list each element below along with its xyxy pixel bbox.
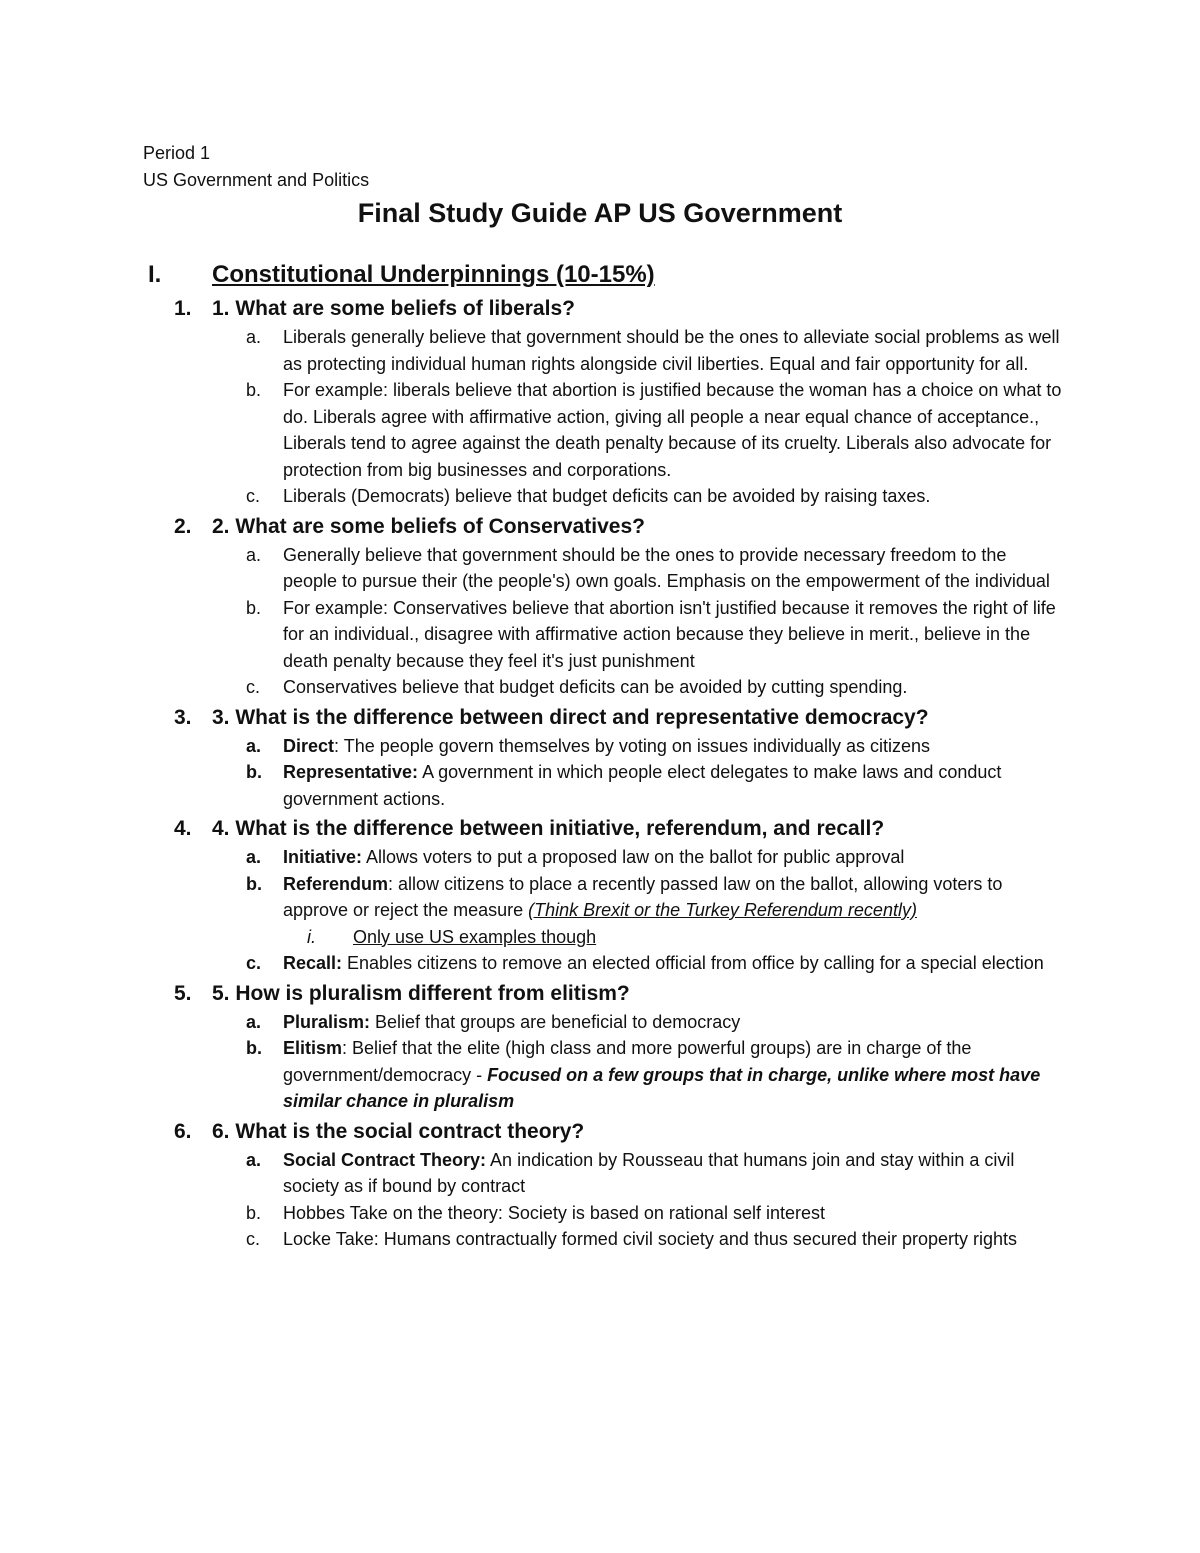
item-text: Locke Take: Humans contractually formed civil society and thus secured their property rights <box>283 1229 1018 1249</box>
item-text: For example: liberals believe that abortion is justified because the woman has a choice on what to do. Liberals agree with affirmative action, giving all people a near equal chance of acceptance., Liberals tend to agree against the death penalty because of its cruelty. Liberals also advocate for protection from big businesses and corporations. <box>283 380 1062 480</box>
item-text: Liberals generally believe that government should be the ones to alleviate social problems as well as protecting individual human rights alongside civil liberties. Equal and fair opportunity for all. <box>283 327 1060 374</box>
item-term: Direct <box>283 735 335 756</box>
item-marker: b. <box>246 380 262 400</box>
list-item <box>0 871 1063 924</box>
sub-item <box>0 924 1200 951</box>
question-number: 3. <box>174 705 192 729</box>
list-item <box>0 759 1063 812</box>
course-label: US Government and Politics <box>143 170 370 190</box>
list-item <box>0 377 1063 483</box>
item-text: Enables citizens to remove an elected official from office by calling for a special election <box>342 953 1044 973</box>
question-heading <box>0 294 1200 324</box>
item-marker: c. <box>246 486 261 506</box>
question-number: 2. <box>174 514 192 538</box>
sub-item-marker: i. <box>307 926 316 947</box>
item-marker: b. <box>246 597 262 618</box>
item-text: Liberals (Democrats) believe that budget deficits can be avoided by raising taxes. <box>283 486 931 506</box>
question-heading <box>0 512 1200 542</box>
question-text: 6. What is the social contract theory? <box>212 1119 585 1143</box>
item-marker: c. <box>246 677 261 697</box>
list-item <box>0 1035 1063 1115</box>
question-number: 5. <box>174 981 192 1005</box>
list-item <box>0 674 1063 701</box>
item-marker: a. <box>246 1011 262 1032</box>
list-item <box>0 483 1063 510</box>
question-text: 4. What is the difference between initiative, referendum, and recall? <box>212 817 885 840</box>
item-term: Recall: <box>283 953 343 973</box>
period-label: Period 1 <box>143 143 211 163</box>
list-item <box>0 950 1063 977</box>
item-term: Pluralism: <box>283 1011 371 1032</box>
question-text: 2. What are some beliefs of Conservatives? <box>212 514 645 538</box>
list-item <box>0 733 1063 760</box>
question-heading <box>0 1117 1200 1147</box>
question-heading <box>0 703 1200 733</box>
question-number: 4. <box>174 817 192 840</box>
question-list <box>0 292 1200 1253</box>
question-heading <box>0 814 1200 844</box>
item-text: Conservatives believe that budget deficits can be avoided by cutting spending. <box>283 677 908 697</box>
list-item <box>0 1200 1063 1227</box>
item-marker: b. <box>246 873 262 894</box>
item-emphasis: Focused on a few groups that in charge, unlike where most have similar chance in pluralism <box>283 1064 1041 1111</box>
section-numeral: I. <box>148 261 162 288</box>
item-text: Generally believe that government should be the ones to provide necessary freedom to the people to pursue their (the people's) own goals. Emphasis on the empowerment of the individual <box>283 544 1050 591</box>
item-text: An indication by Rousseau that humans join and stay within a civil society as if bound by contract <box>283 1149 1015 1196</box>
list-item <box>0 324 1063 377</box>
item-term: Referendum <box>283 873 389 894</box>
list-item <box>0 542 1063 595</box>
sub-item-text: Only use US examples though <box>353 926 597 947</box>
item-term: Representative: <box>283 762 419 782</box>
item-marker: a. <box>246 327 262 347</box>
item-term: Elitism <box>283 1038 343 1058</box>
item-text: : Belief that the elite (high class and more powerful groups) are in charge of the government/democracy - <box>283 1038 972 1085</box>
item-text: Belief that groups are beneficial to democracy <box>370 1011 741 1032</box>
item-marker: a. <box>246 1149 262 1170</box>
question-number: 6. <box>174 1119 192 1143</box>
list-item <box>0 844 1063 871</box>
section-heading <box>148 258 655 292</box>
item-text: For example: Conservatives believe that abortion isn't justified because it removes the right of life for an individual., disagree with affirmative action because they believe in merit., believe in the death penalty because they feel it's just punishment <box>283 597 1056 671</box>
question-heading <box>0 979 1200 1009</box>
question-text: 1. What are some beliefs of liberals? <box>212 297 575 320</box>
section-title: Constitutional Underpinnings (10-15%) <box>212 261 655 288</box>
item-term: Social Contract Theory: <box>283 1149 487 1170</box>
item-term: Initiative: <box>283 847 363 867</box>
item-marker: a. <box>246 847 262 867</box>
item-marker: c. <box>246 1229 261 1249</box>
item-note: (Think Brexit or the Turkey Referendum recently) <box>528 900 917 920</box>
item-marker: c. <box>246 953 262 973</box>
item-text: : allow citizens to place a recently passed law on the ballot, allowing voters to approve or reject the measure <box>283 873 1003 920</box>
item-text: : The people govern themselves by voting on issues individually as citizens <box>334 735 931 756</box>
item-marker: b. <box>246 1038 262 1058</box>
list-item <box>0 1226 1063 1253</box>
list-item <box>0 595 1063 675</box>
question-number: 1. <box>174 297 192 320</box>
question-text: 3. What is the difference between direct and representative democracy? <box>212 705 929 729</box>
item-marker: a. <box>246 544 262 565</box>
page-title: Final Study Guide AP US Government <box>357 198 843 228</box>
item-text: Allows voters to put a proposed law on the ballot for public approval <box>362 847 905 867</box>
list-item <box>0 1147 1063 1200</box>
item-marker: b. <box>246 1202 262 1223</box>
item-text: Hobbes Take on the theory: Society is based on rational self interest <box>283 1202 825 1223</box>
item-marker: b. <box>246 762 262 782</box>
item-text: A government in which people elect delegates to make laws and conduct government actions. <box>283 762 1002 809</box>
list-item <box>0 1009 1063 1036</box>
item-marker: a. <box>246 735 262 756</box>
question-text: 5. How is pluralism different from elitism? <box>212 981 630 1005</box>
